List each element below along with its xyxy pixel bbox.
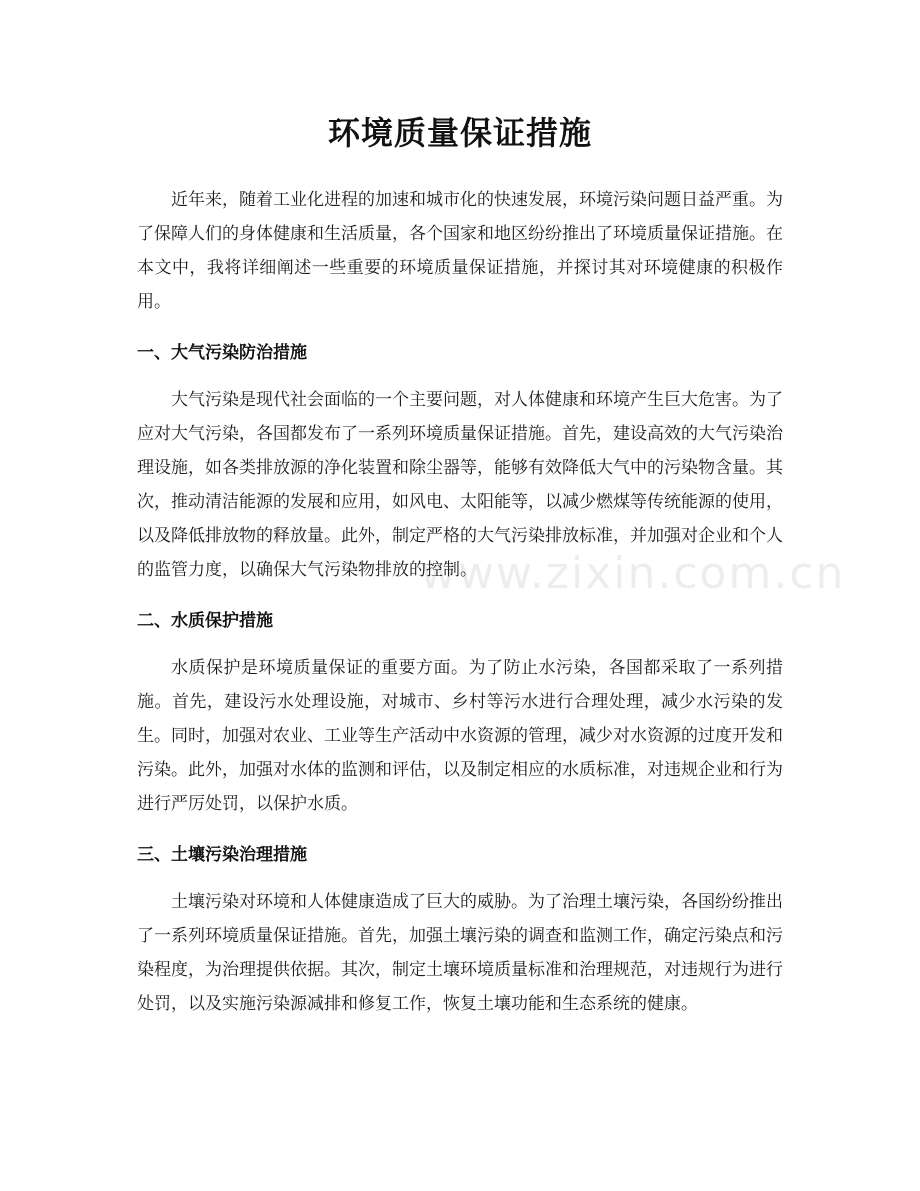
section-body-air: 大气污染是现代社会面临的一个主要问题，对人体健康和环境产生巨大危害。为了应对大气污染，各国都发布了一系列环境质量保证措施。首先，建设高效的大气污染治理设施，如各类排放源的净化装置和除尘器等，能够有效降低大气中的污染物含量。其次，推动清洁能源的发展和应用，如风电、太阳能等，以减少燃煤等传统能源的使用，以及降低排放物的释放量。此外，制定严格的大气污染排放标准，并加强对企业和个人的监管力度，以确保大气污染物排放的控制。 (137, 390, 783, 580)
document-body (137, 183, 783, 1021)
intro-paragraph: 近年来，随着工业化进程的加速和城市化的快速发展，环境污染问题日益严重。为了保障人们的身体健康和生活质量，各个国家和地区纷纷推出了环境质量保证措施。在本文中，我将详细阐述一些重要的环境质量保证措施，并探讨其对环境健康的积极作用。 (137, 190, 783, 312)
watermark-text: www.zixin.com.cn (420, 548, 846, 599)
section-heading-air: 一、大气污染防治措施 (137, 343, 307, 363)
section-body-soil: 土壤污染对环境和人体健康造成了巨大的威胁。为了治理土壤污染，各国纷纷推出了一系列环境质量保证措施。首先，加强土壤污染的调查和监测工作，确定污染点和污染程度，为治理提供依据。其次，制定土壤环境质量标准和治理规范，对违规行为进行处罚，以及实施污染源减排和修复工作，恢复土壤功能和生态系统的健康。 (137, 892, 783, 1014)
section-body-water: 水质保护是环境质量保证的重要方面。为了防止水污染，各国都采取了一系列措施。首先，建设污水处理设施，对城市、乡村等污水进行合理处理，减少水污染的发生。同时，加强对农业、工业等生产活动中水资源的管理，减少对水资源的过度开发和污染。此外，加强对水体的监测和评估，以及制定相应的水质标准，对违规企业和行为进行严厉处罚，以保护水质。 (137, 658, 783, 814)
section-heading-water: 二、水质保护措施 (137, 611, 273, 631)
page-title: 环境质量保证措施 (327, 114, 592, 152)
section-heading-soil: 三、土壤污染治理措施 (137, 845, 307, 865)
